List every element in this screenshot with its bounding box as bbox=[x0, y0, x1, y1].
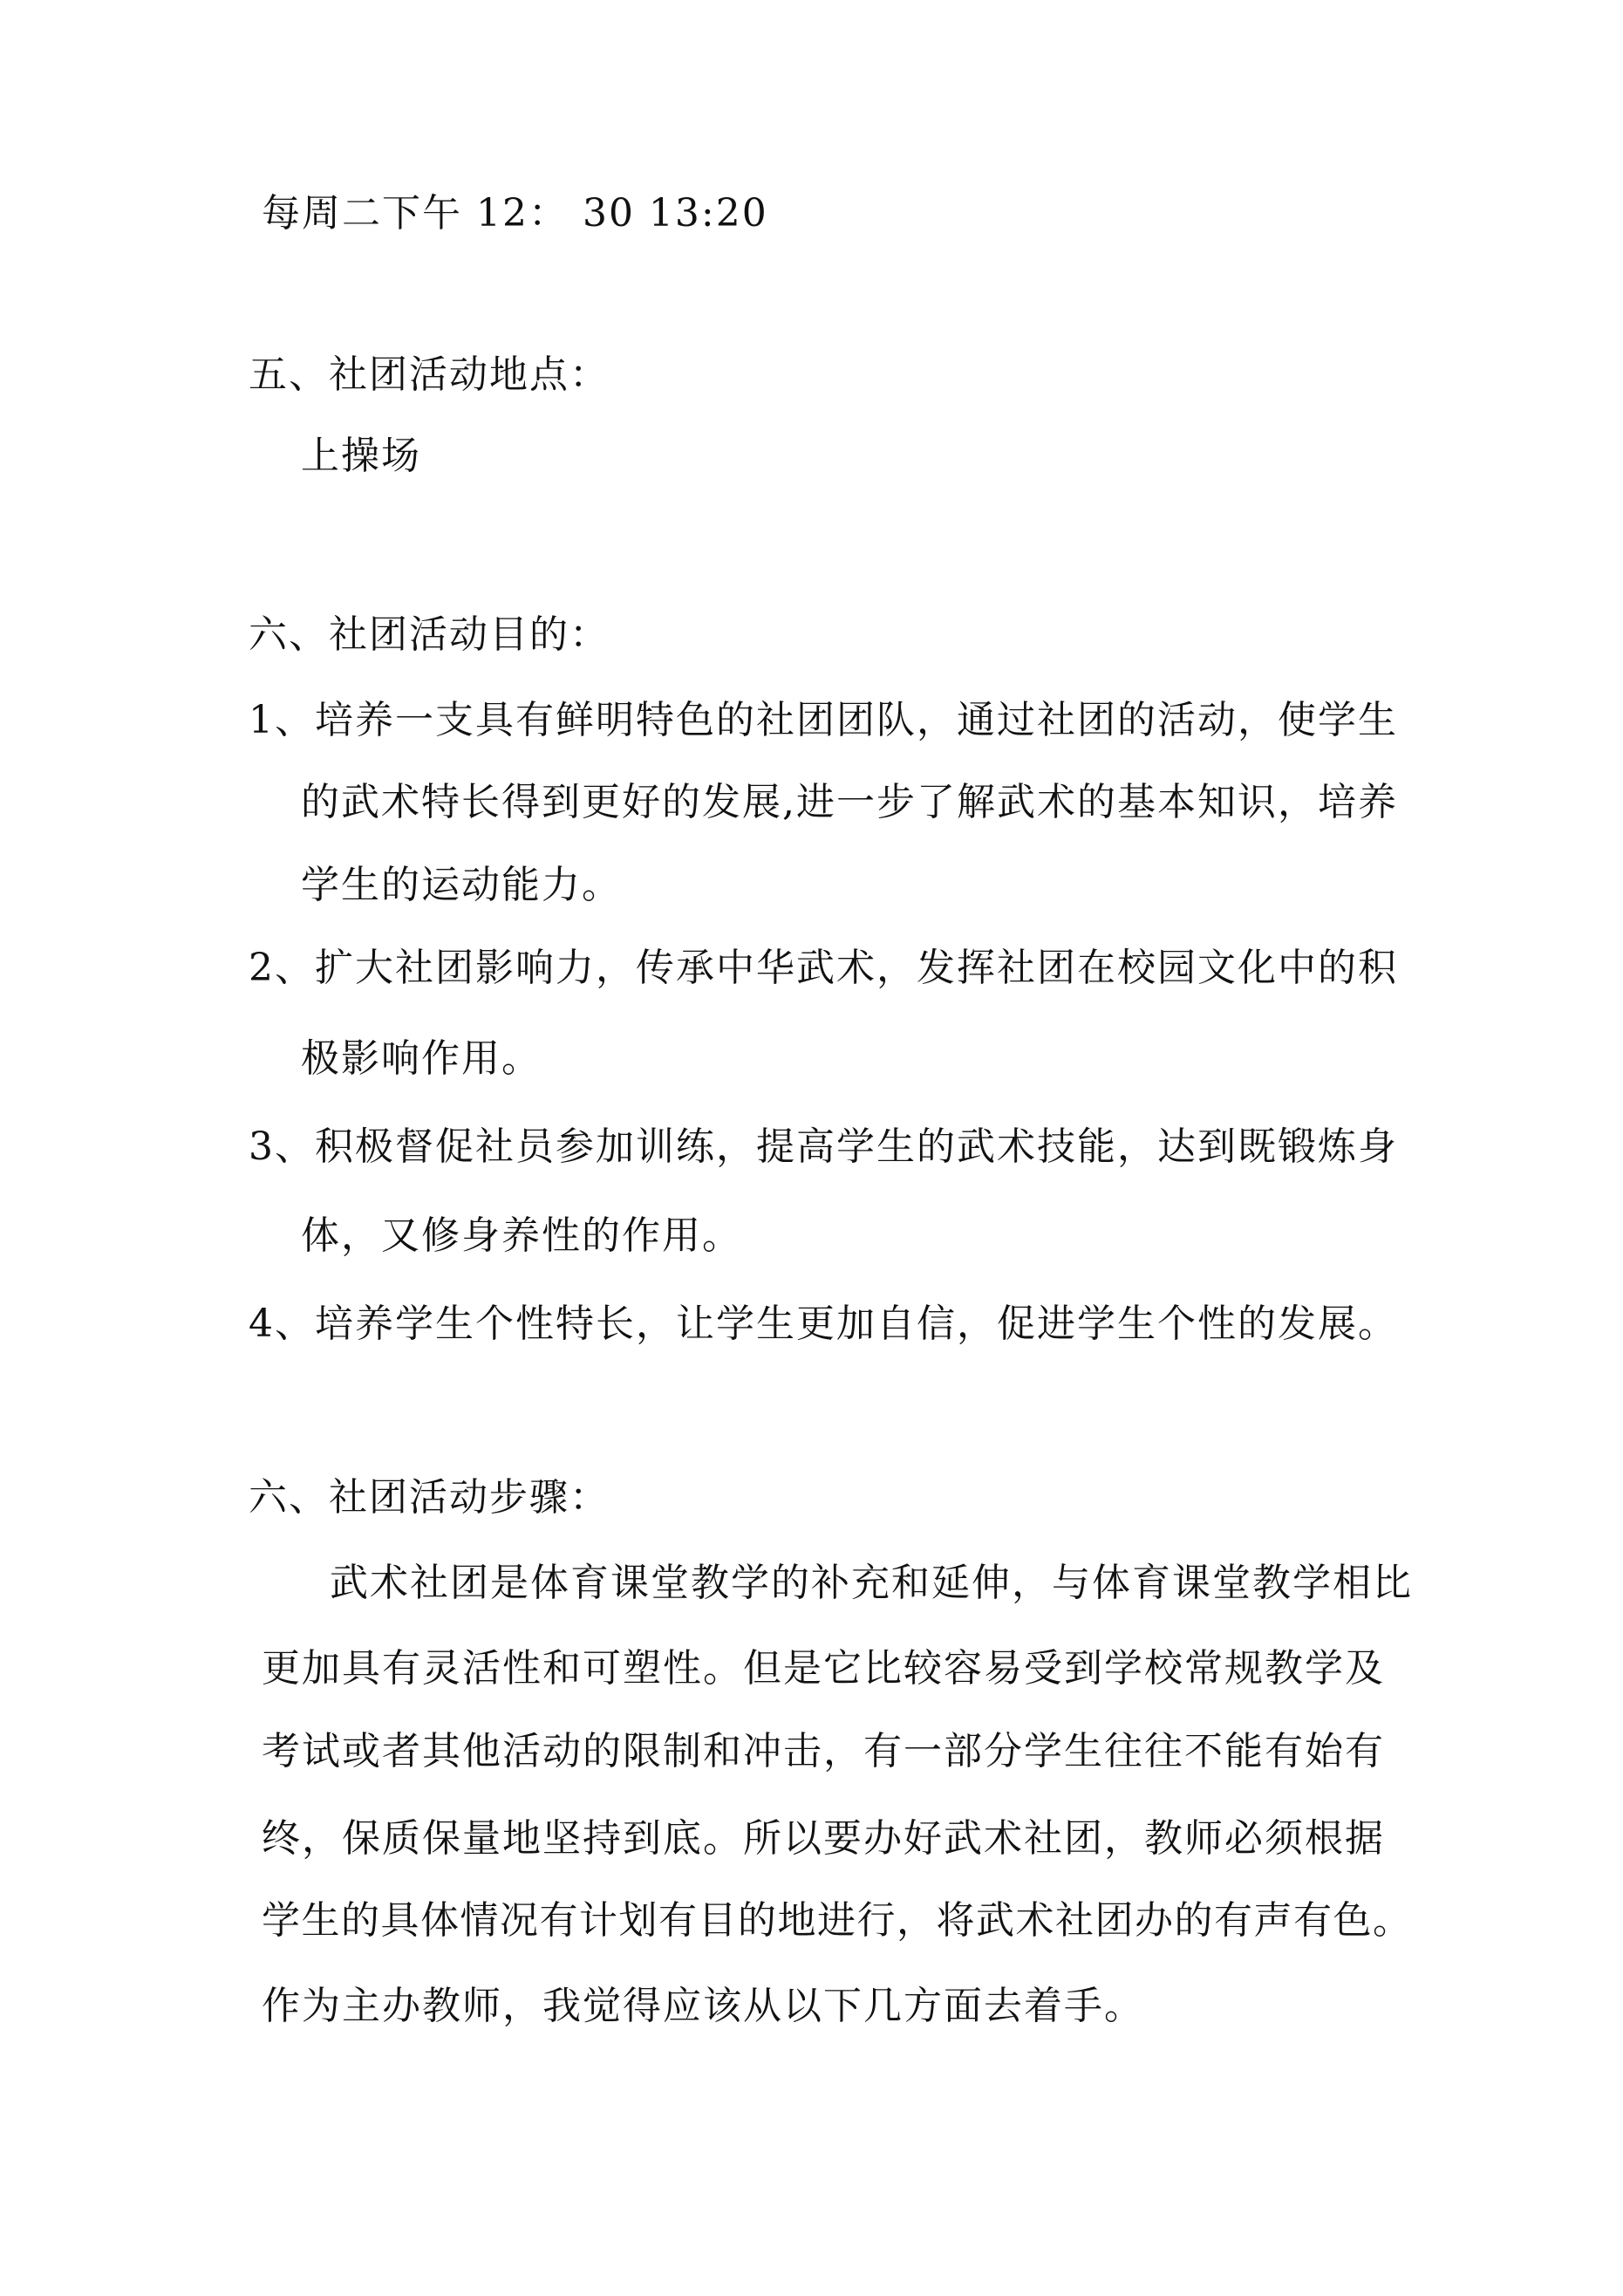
steps-para-line-2: 更加具有灵活性和可塑性。但是它比较容易受到学校常规教学及 bbox=[262, 1646, 1385, 1691]
section-heading-steps: 六、社团活动步骤： bbox=[249, 1475, 610, 1520]
purpose-item-2-line-2: 极影响作用。 bbox=[301, 1036, 542, 1081]
location-text: 上操场 bbox=[301, 434, 421, 478]
steps-para-line-5: 学生的具体情况有计划有目的地进行，将武术社团办的有声有色。 bbox=[262, 1898, 1413, 1943]
steps-para-line-3: 考试或者其他活动的限制和冲击，有一部分学生往往不能有始有 bbox=[262, 1729, 1385, 1773]
steps-para-line-4: 终，保质保量地坚持到底。所以要办好武术社团，教师必须根据 bbox=[262, 1816, 1385, 1861]
section-heading-purpose: 六、社团活动目的： bbox=[249, 612, 610, 657]
purpose-item-1-line-2: 的武术特长得到更好的发展,进一步了解武术的基本知识，培养 bbox=[301, 780, 1398, 824]
purpose-item-3-line-2: 体，又修身养性的作用。 bbox=[301, 1213, 742, 1258]
purpose-item-1-line-1: 1、培养一支具有鲜明特色的社团团队，通过社团的活动，使学生 bbox=[249, 698, 1398, 742]
purpose-item-3-line-1: 3、积极督促社员参加训练，提高学生的武术技能，达到既锻炼身 bbox=[249, 1124, 1398, 1169]
schedule-line: 每周二下午 12： 30 13:20 bbox=[262, 191, 768, 236]
purpose-item-2-line-1: 2、扩大社团影响力，传承中华武术，发挥社团在校园文化中的积 bbox=[249, 946, 1398, 990]
steps-para-line-1: 武术社团是体育课堂教学的补充和延伸，与体育课堂教学相比 bbox=[330, 1561, 1413, 1605]
purpose-item-1-line-3: 学生的运动能力。 bbox=[301, 863, 622, 907]
steps-para-line-6: 作为主办教师，我觉得应该从以下几方面去着手。 bbox=[262, 1984, 1144, 2028]
purpose-item-4-line-1: 4、培养学生个性特长，让学生更加自信，促进学生个性的发展。 bbox=[249, 1302, 1398, 1346]
section-heading-location: 五、社团活动地点： bbox=[249, 352, 610, 397]
